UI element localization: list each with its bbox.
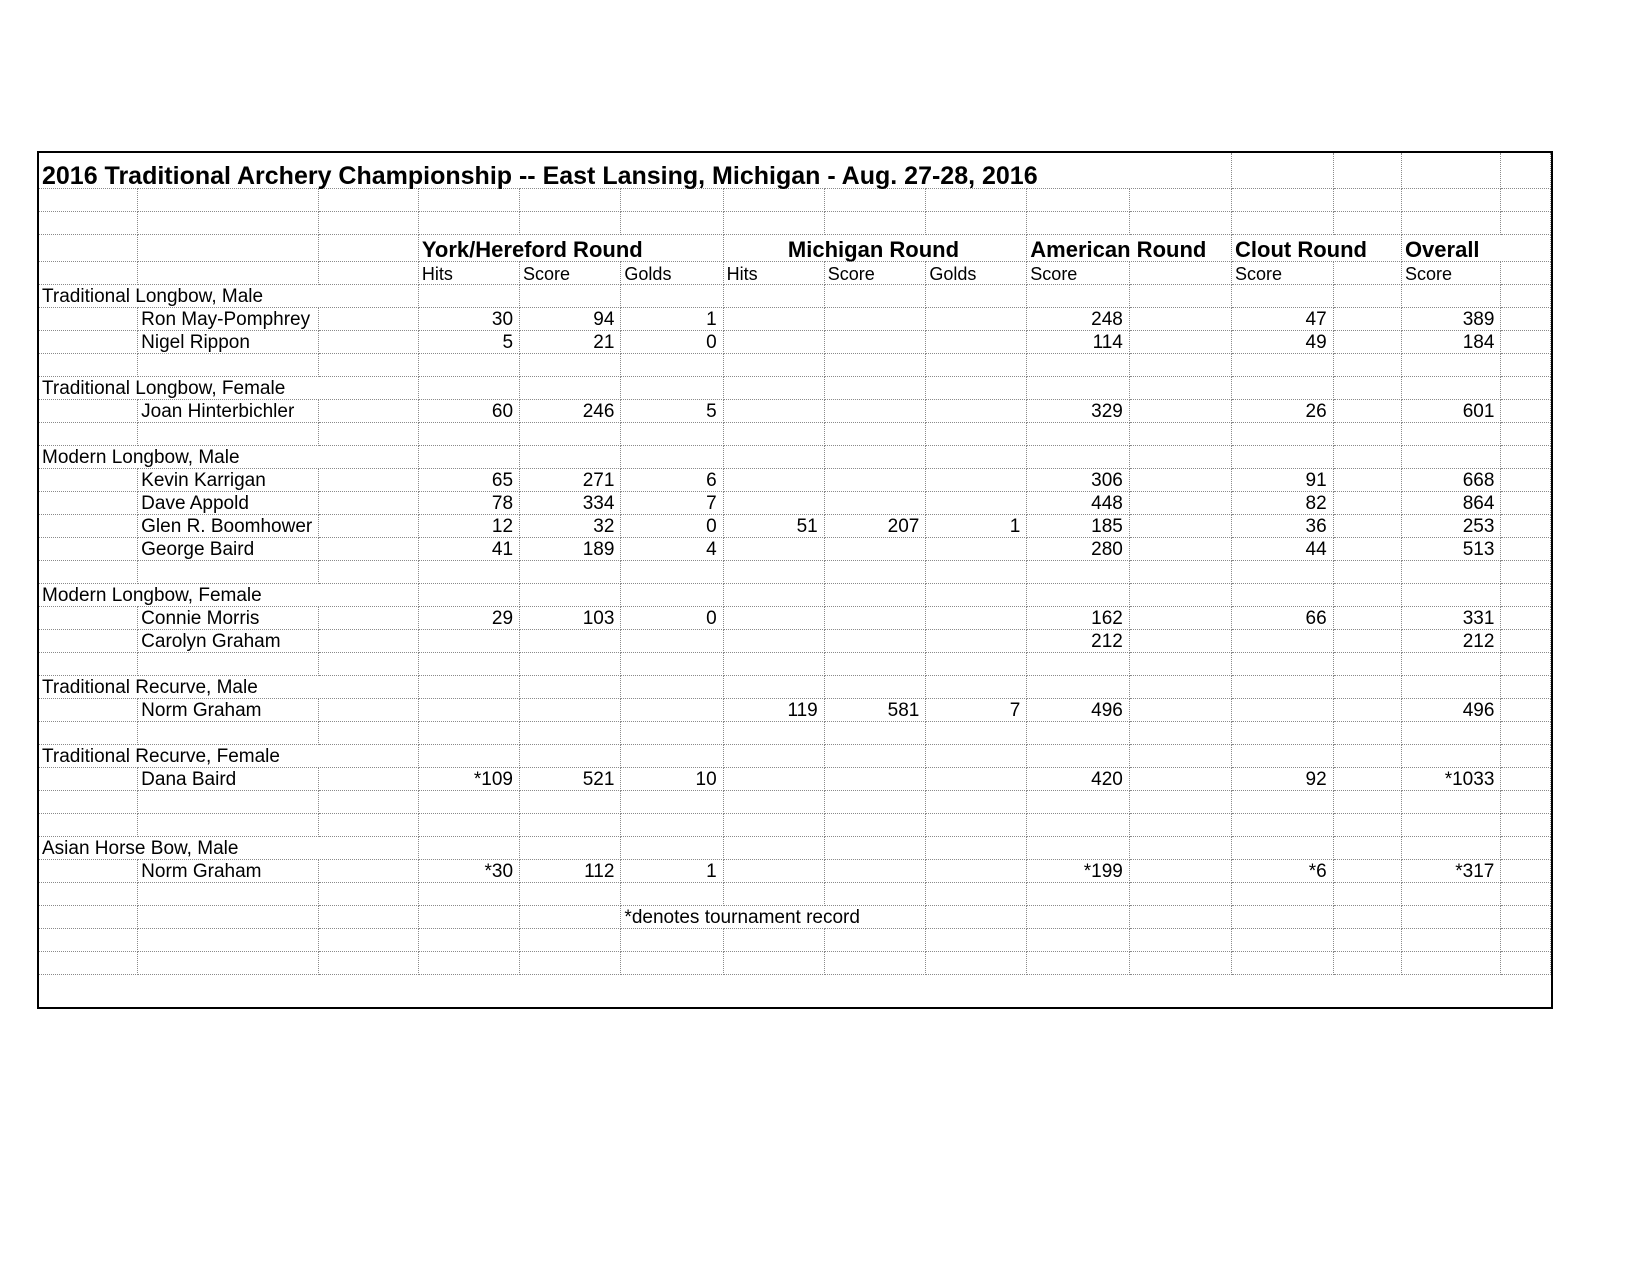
michigan-hits-cell: 119 <box>723 698 824 721</box>
archer-name: Kevin Karrigan <box>138 468 319 491</box>
york-score-cell: 112 <box>520 859 621 882</box>
blank-row <box>39 813 1551 836</box>
york-golds-cell: 6 <box>621 468 723 491</box>
york-golds-cell: 7 <box>621 491 723 514</box>
york-score-cell: 189 <box>520 537 621 560</box>
archer-name: Carolyn Graham <box>138 629 319 652</box>
york-golds-cell: 5 <box>621 399 723 422</box>
clout-score-cell: 47 <box>1232 307 1334 330</box>
michigan-hits-cell <box>723 537 824 560</box>
overall-score-cell: 253 <box>1401 514 1500 537</box>
clout-score-cell <box>1232 698 1334 721</box>
clout-score-cell: 49 <box>1232 330 1334 353</box>
clout-score-header: Score <box>1232 261 1334 284</box>
archer-name: George Baird <box>138 537 319 560</box>
michigan-hits-cell <box>723 859 824 882</box>
archer-row <box>39 330 1551 353</box>
american-score-cell: 248 <box>1027 307 1130 330</box>
michigan-hits-cell <box>723 491 824 514</box>
york-hits-cell: 78 <box>418 491 519 514</box>
round-header-row <box>39 234 1551 261</box>
york-hits-cell: 30 <box>418 307 519 330</box>
archer-row <box>39 491 1551 514</box>
overall-header: Overall <box>1401 234 1550 261</box>
american-score-cell: 306 <box>1027 468 1130 491</box>
category-label: Traditional Longbow, Male <box>39 284 418 307</box>
clout-score-cell: 44 <box>1232 537 1334 560</box>
overall-score-header: Score <box>1401 261 1500 284</box>
blank-row <box>39 188 1551 211</box>
overall-score-cell: 601 <box>1401 399 1500 422</box>
michigan-score-cell <box>824 491 926 514</box>
category-row <box>39 675 1551 698</box>
york-hits-cell: 41 <box>418 537 519 560</box>
york-score-cell: 21 <box>520 330 621 353</box>
michigan-hits-cell <box>723 606 824 629</box>
york-golds-cell: 10 <box>621 767 723 790</box>
blank-row <box>39 721 1551 744</box>
blank-row <box>39 422 1551 445</box>
york-golds-cell: 0 <box>621 606 723 629</box>
category-label: Asian Horse Bow, Male <box>39 836 418 859</box>
blank-row <box>39 951 1551 974</box>
york-round-header: York/Hereford Round <box>418 234 723 261</box>
michigan-golds-cell <box>926 468 1027 491</box>
york-score-cell: 103 <box>520 606 621 629</box>
overall-score-cell: 184 <box>1401 330 1500 353</box>
american-score-cell: *199 <box>1027 859 1130 882</box>
york-golds-cell: 0 <box>621 330 723 353</box>
clout-score-cell: 26 <box>1232 399 1334 422</box>
american-score-cell: 162 <box>1027 606 1130 629</box>
category-row <box>39 583 1551 606</box>
michigan-golds-cell <box>926 307 1027 330</box>
category-label: Traditional Recurve, Male <box>39 675 418 698</box>
york-score-header: Score <box>520 261 621 284</box>
michigan-golds-cell <box>926 330 1027 353</box>
clout-score-cell: *6 <box>1232 859 1334 882</box>
sheet-title: 2016 Traditional Archery Championship -- East Lansing, Michigan - Aug. 27-28, 2016 <box>39 153 1232 188</box>
michigan-score-cell <box>824 307 926 330</box>
york-hits-cell: 29 <box>418 606 519 629</box>
michigan-score-cell: 207 <box>824 514 926 537</box>
blank-row <box>39 353 1551 376</box>
clout-score-cell: 82 <box>1232 491 1334 514</box>
michigan-score-cell: 581 <box>824 698 926 721</box>
michigan-golds-cell: 7 <box>926 698 1027 721</box>
american-score-header: Score <box>1027 261 1130 284</box>
category-row <box>39 445 1551 468</box>
american-score-cell: 329 <box>1027 399 1130 422</box>
york-golds-cell <box>621 698 723 721</box>
york-hits-header: Hits <box>418 261 519 284</box>
american-score-cell: 280 <box>1027 537 1130 560</box>
american-score-cell: 185 <box>1027 514 1130 537</box>
american-round-header: American Round <box>1027 234 1232 261</box>
michigan-golds-cell <box>926 629 1027 652</box>
blank-row <box>39 652 1551 675</box>
american-score-cell: 114 <box>1027 330 1130 353</box>
york-hits-cell <box>418 698 519 721</box>
michigan-score-header: Score <box>824 261 926 284</box>
archer-name: Dana Baird <box>138 767 319 790</box>
american-score-cell: 448 <box>1027 491 1130 514</box>
york-golds-header: Golds <box>621 261 723 284</box>
category-label: Modern Longbow, Female <box>39 583 418 606</box>
archer-name: Norm Graham <box>138 859 319 882</box>
michigan-hits-cell <box>723 399 824 422</box>
york-golds-cell: 1 <box>621 859 723 882</box>
york-score-cell: 334 <box>520 491 621 514</box>
archer-row <box>39 767 1551 790</box>
overall-score-cell: 389 <box>1401 307 1500 330</box>
record-footnote: *denotes tournament record <box>621 905 926 928</box>
archer-name: Glen R. Boomhower <box>138 514 319 537</box>
michigan-golds-cell <box>926 767 1027 790</box>
archer-row <box>39 629 1551 652</box>
archer-name: Dave Appold <box>138 491 319 514</box>
michigan-golds-cell <box>926 606 1027 629</box>
york-score-cell <box>520 629 621 652</box>
york-golds-cell: 0 <box>621 514 723 537</box>
archer-row <box>39 859 1551 882</box>
michigan-score-cell <box>824 537 926 560</box>
blank-row <box>39 790 1551 813</box>
archer-name: Joan Hinterbichler <box>138 399 319 422</box>
michigan-score-cell <box>824 859 926 882</box>
york-hits-cell: 5 <box>418 330 519 353</box>
clout-score-cell: 66 <box>1232 606 1334 629</box>
clout-score-cell: 36 <box>1232 514 1334 537</box>
category-row <box>39 376 1551 399</box>
york-golds-cell: 1 <box>621 307 723 330</box>
blank-row <box>39 211 1551 234</box>
york-score-cell: 94 <box>520 307 621 330</box>
michigan-hits-cell <box>723 307 824 330</box>
york-hits-cell: *30 <box>418 859 519 882</box>
overall-score-cell: 496 <box>1401 698 1500 721</box>
michigan-golds-cell <box>926 399 1027 422</box>
archer-row <box>39 307 1551 330</box>
michigan-hits-cell <box>723 629 824 652</box>
archer-name: Ron May-Pomphrey <box>138 307 319 330</box>
michigan-score-cell <box>824 606 926 629</box>
michigan-score-cell <box>824 629 926 652</box>
title-row <box>39 153 1551 188</box>
york-score-cell: 521 <box>520 767 621 790</box>
york-score-cell: 271 <box>520 468 621 491</box>
michigan-golds-cell <box>926 859 1027 882</box>
overall-score-cell: 513 <box>1401 537 1500 560</box>
michigan-golds-cell <box>926 537 1027 560</box>
subheader-row <box>39 261 1551 284</box>
york-golds-cell <box>621 629 723 652</box>
blank-row <box>39 560 1551 583</box>
footnote-row <box>39 905 1551 928</box>
archer-row <box>39 514 1551 537</box>
york-hits-cell: 65 <box>418 468 519 491</box>
york-hits-cell: 12 <box>418 514 519 537</box>
york-hits-cell <box>418 629 519 652</box>
category-label: Traditional Recurve, Female <box>39 744 418 767</box>
york-score-cell: 246 <box>520 399 621 422</box>
york-hits-cell: 60 <box>418 399 519 422</box>
american-score-cell: 420 <box>1027 767 1130 790</box>
clout-score-cell: 92 <box>1232 767 1334 790</box>
michigan-golds-cell: 1 <box>926 514 1027 537</box>
overall-score-cell: 212 <box>1401 629 1500 652</box>
blank-row <box>39 882 1551 905</box>
michigan-score-cell <box>824 330 926 353</box>
american-score-cell: 212 <box>1027 629 1130 652</box>
category-row <box>39 836 1551 859</box>
michigan-golds-cell <box>926 491 1027 514</box>
archer-row <box>39 606 1551 629</box>
category-row <box>39 284 1551 307</box>
michigan-hits-cell: 51 <box>723 514 824 537</box>
archer-name: Connie Morris <box>138 606 319 629</box>
archer-row <box>39 399 1551 422</box>
overall-score-cell: 331 <box>1401 606 1500 629</box>
clout-score-cell <box>1232 629 1334 652</box>
michigan-hits-cell <box>723 767 824 790</box>
overall-score-cell: 668 <box>1401 468 1500 491</box>
archer-name: Norm Graham <box>138 698 319 721</box>
michigan-round-header: Michigan Round <box>723 234 1027 261</box>
york-score-cell <box>520 698 621 721</box>
archer-row <box>39 698 1551 721</box>
spreadsheet-page <box>37 151 1553 1009</box>
clout-score-cell: 91 <box>1232 468 1334 491</box>
results-table <box>39 153 1551 975</box>
blank-row <box>39 928 1551 951</box>
michigan-score-cell <box>824 767 926 790</box>
overall-score-cell: *1033 <box>1401 767 1500 790</box>
michigan-golds-header: Golds <box>926 261 1027 284</box>
overall-score-cell: *317 <box>1401 859 1500 882</box>
category-label: Modern Longbow, Male <box>39 445 418 468</box>
archer-row <box>39 537 1551 560</box>
overall-score-cell: 864 <box>1401 491 1500 514</box>
archer-name: Nigel Rippon <box>138 330 319 353</box>
york-hits-cell: *109 <box>418 767 519 790</box>
michigan-hits-header: Hits <box>723 261 824 284</box>
york-golds-cell: 4 <box>621 537 723 560</box>
category-label: Traditional Longbow, Female <box>39 376 418 399</box>
michigan-hits-cell <box>723 330 824 353</box>
clout-round-header: Clout Round <box>1232 234 1402 261</box>
michigan-score-cell <box>824 399 926 422</box>
category-row <box>39 744 1551 767</box>
michigan-hits-cell <box>723 468 824 491</box>
american-score-cell: 496 <box>1027 698 1130 721</box>
york-score-cell: 32 <box>520 514 621 537</box>
archer-row <box>39 468 1551 491</box>
michigan-score-cell <box>824 468 926 491</box>
